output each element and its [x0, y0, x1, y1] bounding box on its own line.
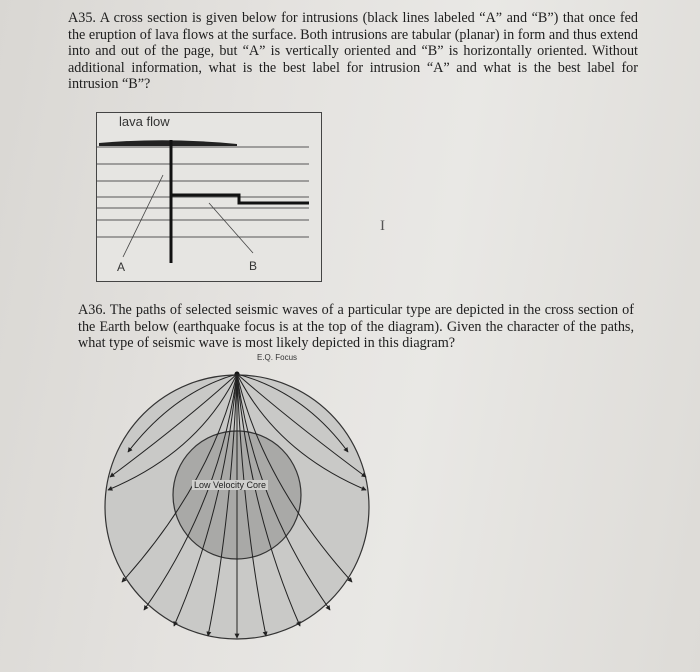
leader-a	[123, 175, 163, 257]
question-text: A cross section is given below for intrusions (black lines labeled “A” and “B”) that once fed the eruption of lava flows at the surface. Both intrusions are tabular (planar) in form and thus extend into and out of the page, but “A” is vertically oriented and “B” is horizontally oriented. Without additional information, what is the best label for intrusion “A” and what is the best label for intrusion “B”?	[68, 10, 638, 92]
text-cursor-icon: I	[380, 218, 385, 234]
eq-focus-label: E.Q. Focus	[257, 353, 298, 362]
leader-b	[209, 203, 253, 253]
question-number: A35.	[68, 10, 96, 26]
cross-section-drawing	[97, 113, 323, 283]
core-label: Low Velocity Core	[194, 480, 267, 490]
strata-layers	[97, 147, 309, 237]
earth-cross-section	[104, 352, 374, 648]
lava-flow-label: lava flow	[119, 114, 170, 129]
seismic-wave-diagram	[104, 352, 374, 648]
intrusion-b-label: B	[249, 259, 258, 273]
intrusion-a-label: A	[117, 260, 126, 274]
lava-flow	[99, 140, 237, 146]
question-a35	[68, 10, 638, 93]
question-a36	[78, 302, 634, 352]
question-number: A36.	[78, 302, 106, 318]
intrusion-b-sill	[171, 195, 309, 203]
intrusion-cross-section	[96, 112, 322, 282]
question-text: The paths of selected seismic waves of a particular type are depicted in the cross section of the Earth below (earthquake focus is at the top of the diagram). Given the character of the paths, what type of seismic wave is most likely depicted in this diagram?	[78, 302, 634, 351]
